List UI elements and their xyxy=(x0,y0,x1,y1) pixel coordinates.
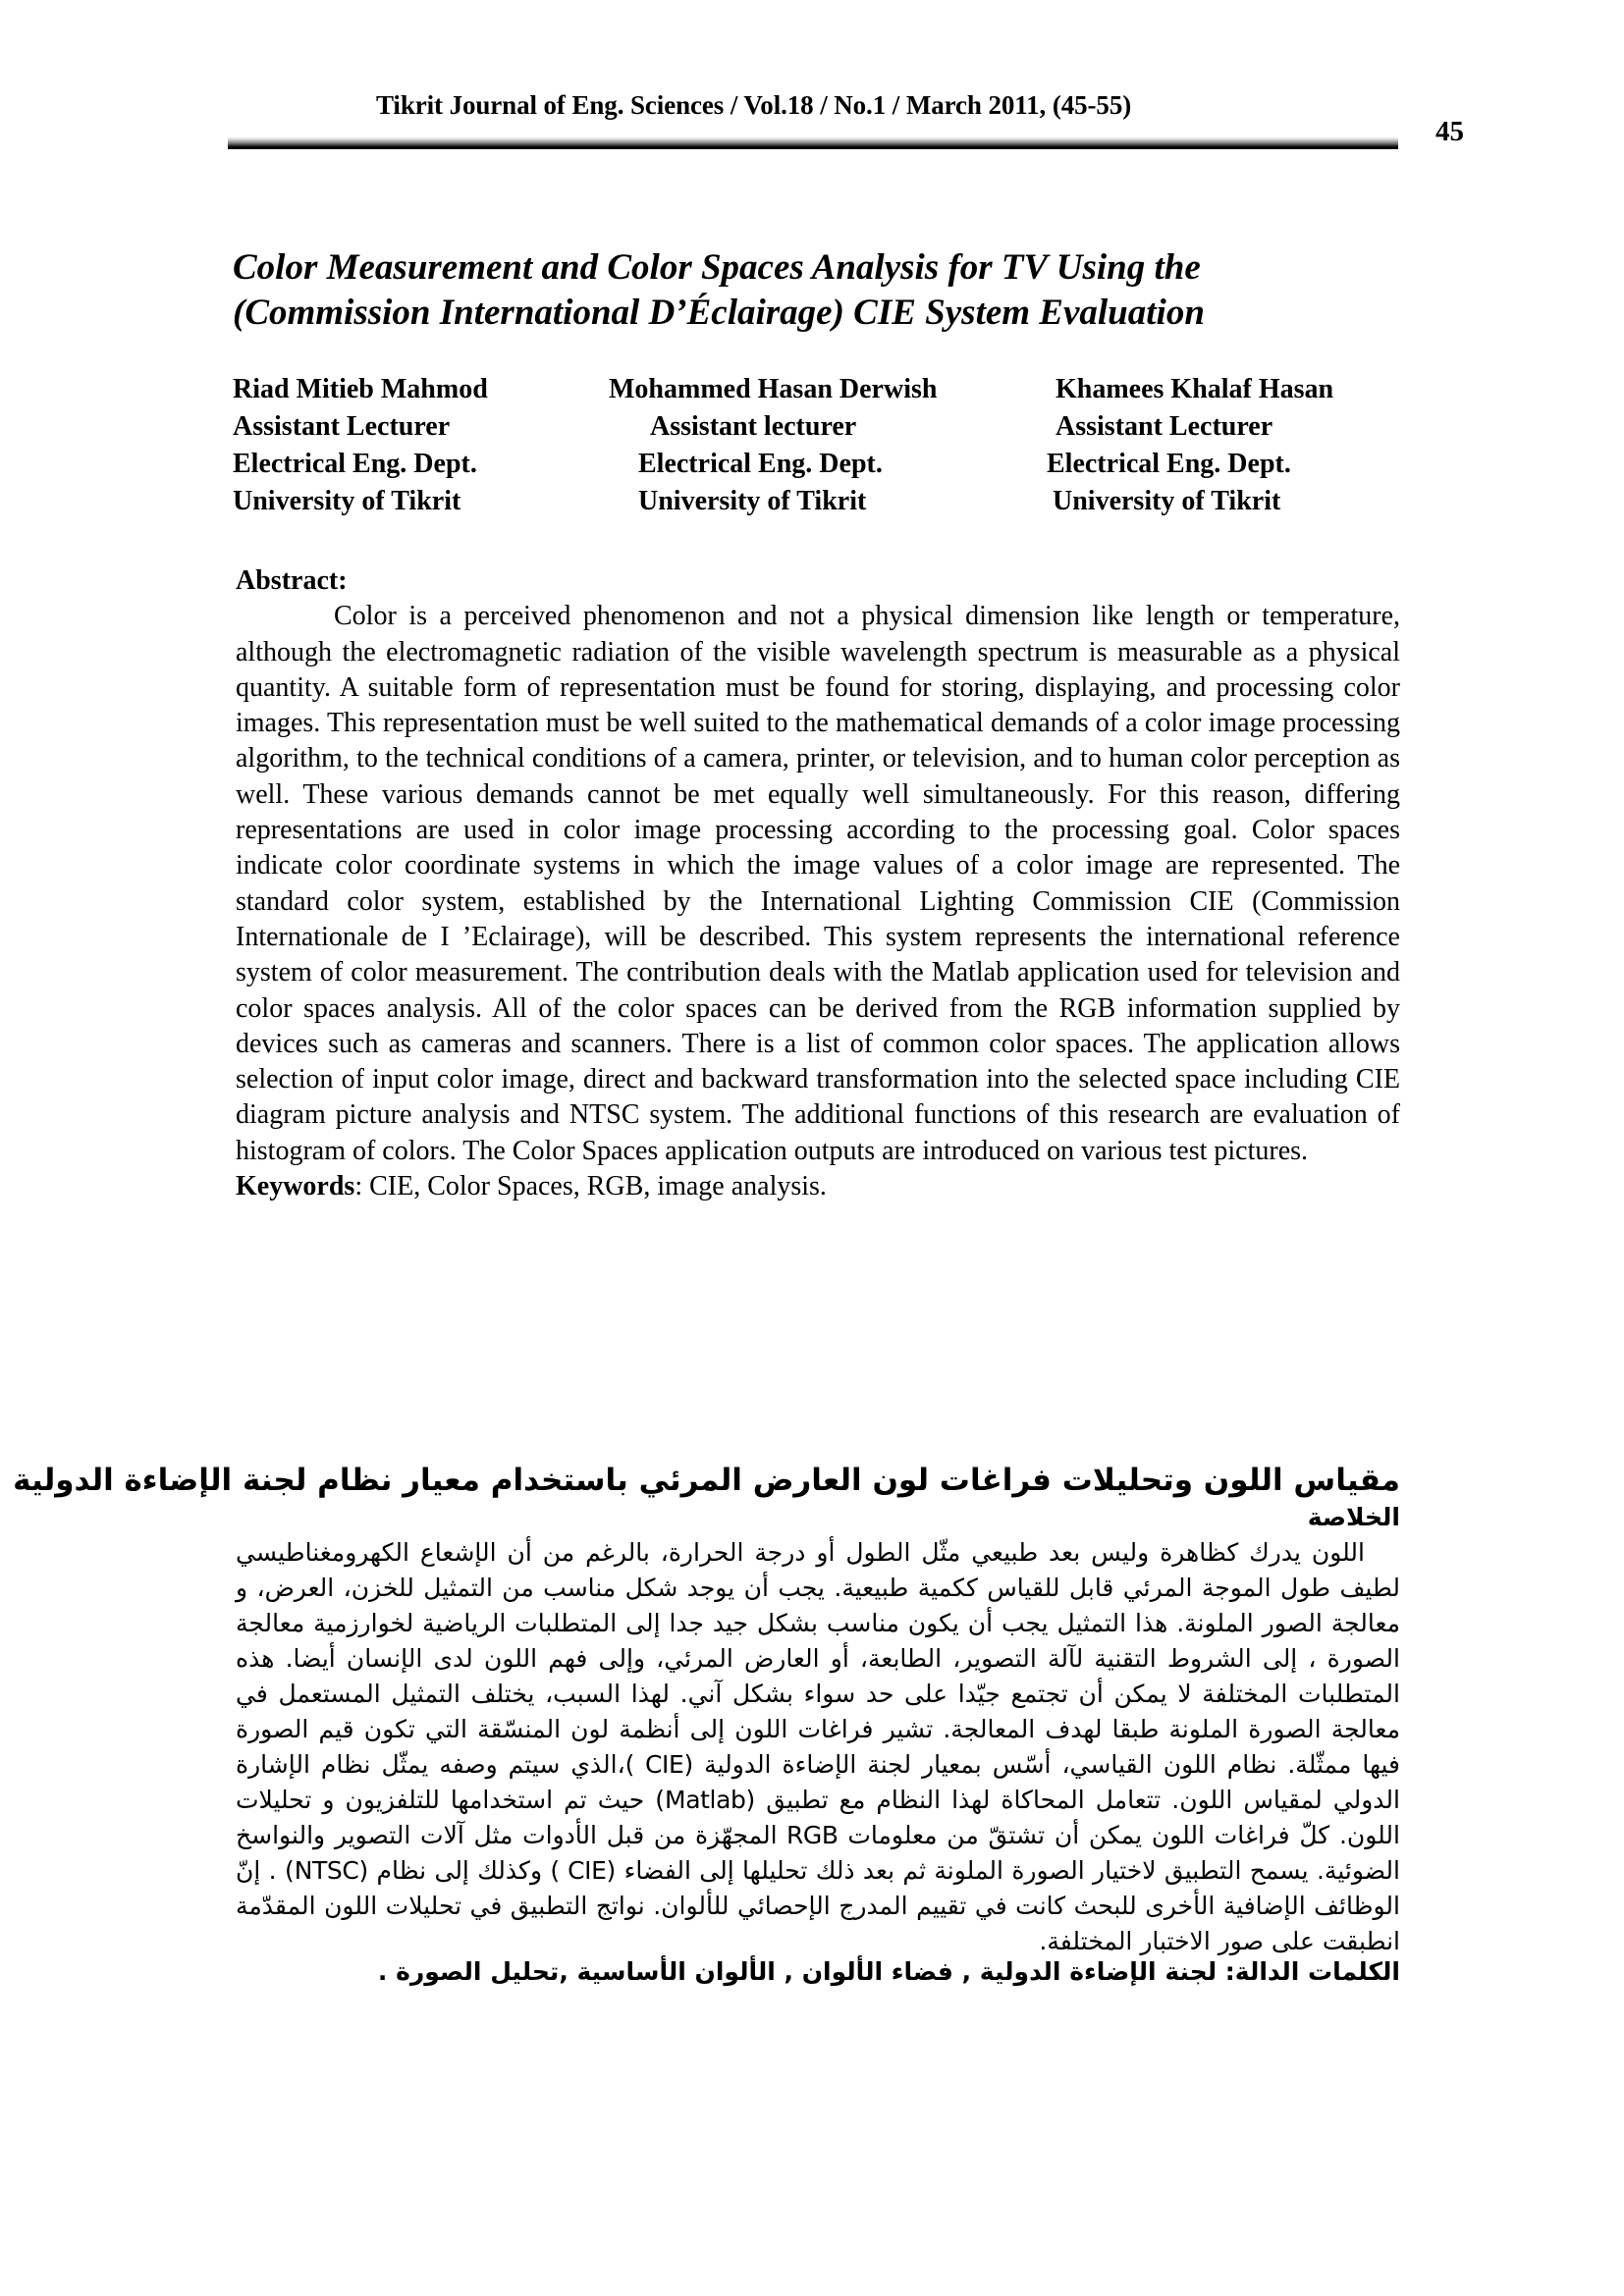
author-2 xyxy=(609,371,937,520)
abstract-heading: Abstract: xyxy=(236,565,348,596)
author-name: Mohammed Hasan Derwish xyxy=(609,374,938,404)
author-name: Khamees Khalaf Hasan xyxy=(1056,374,1334,404)
paper-title-line-1: Color Measurement and Color Spaces Analysis for TV Using the xyxy=(233,247,1201,288)
author-block xyxy=(0,371,1624,528)
author-university: University of Tikrit xyxy=(1053,486,1281,516)
header-rule xyxy=(228,137,1398,149)
arabic-abstract-body: اللون يدرك كظاهرة وليس بعد طبيعي مثّل الطول أو درجة الحرارة، بالرغم من أن الإشعاع الكهرومغناطيسي لطيف طول الموجة المرئي قابل للقياس ككمية طبيعية. يجب أن يوجد شكل مناسب من التمثيل للخزن، العرض، و معالجة الصور الملونة. هذا التمثيل يجب أن يكون مناسب بشكل جيد جدا إلى المتطلبات الرياضية لخوارزمية معالجة الصورة ، إلى الشروط التقنية لآلة التصوير، الطابعة، أو العارض المرئي، وإلى فهم اللون لدى الإنسان أيضا. هذه المتطلبات المختلفة لا يمكن أن تجتمع جيّدا على حد سواء بشكل آني. لهذا السبب، يختلف التمثيل المستعمل في معالجة الصورة الملونة طبقا لهدف المعالجة. تشير فراغات اللون إلى أنظمة لون المنسّقة التي تكون قيم الصورة فيها ممثّلة. نظام اللون القياسي، أسّس بمعيار لجنة الإضاءة الدولية (CIE )،الذي سيتم وصفه يمثّل نظام الإشارة الدولي لمقياس اللون. تتعامل المحاكاة لهذا النظام مع تطبيق (Matlab) حيث تم استخدامها للتلفزيون و تحليلات اللون. كلّ فراغات اللون يمكن أن تشتقّ من معلومات RGB المجهّزة من قبل الأدوات مثل آلات التصوير والنواسخ الضوئية. يسمح التطبيق لاختيار الصورة الملونة ثم بعد ذلك تحليلها إلى الفضاء (CIE ) وكذلك إلى نظام (NTSC) . إنّ الوظائف الإضافية الأخرى للبحث كانت في تقييم المدرج الإحصائي للألوان. نواتج التطبيق في تحليلات اللون المقدّمة انطبقت على صور الاختبار المختلفة. xyxy=(236,1538,1400,1955)
arabic-abstract-heading: الخلاصة xyxy=(1307,1503,1400,1531)
paper-title-line-2: (Commission International D’Éclairage) CIE System Evaluation xyxy=(233,293,1205,333)
arabic-keywords: الكلمات الدالة: لجنة الإضاءة الدولية , فضاء الألوان , الألوان الأساسية ,تحليل الصورة . xyxy=(377,1957,1400,1986)
page-number: 45 xyxy=(1435,116,1464,147)
arabic-title: مقياس اللون وتحليلات فراغات لون العارض المرئي باستخدام معيار نظام لجنة الإضاءة الدولية xyxy=(13,1463,1400,1498)
abstract-section xyxy=(236,563,1400,1204)
paper-title xyxy=(233,245,1411,336)
author-university: University of Tikrit xyxy=(638,486,867,516)
author-department: Electrical Eng. Dept. xyxy=(233,449,477,479)
keywords-label: Keywords xyxy=(236,1171,355,1202)
abstract-body: Color is a perceived phenomenon and not a physical dimension like length or temperature, although the electromagnetic radiation of the visible wavelength spectrum is measurable as a physical quantity. A suitable form of representation must be found for storing, displaying, and processing color images. This representation must be well suited to the mathematical demands of a color image processing algorithm, to the technical conditions of a camera, printer, or television, and to human color perception as well. These various demands cannot be met equally well simultaneously. For this reason, differing representations are used in color image processing according to the processing goal. Color spaces indicate color coordinate systems in which the image values of a color image are represented. The standard color system, established by the International Lighting Commission CIE (Commission Internationale de I ’Eclairage), will be described. This system represents the international reference system of color measurement. The contribution deals with the Matlab application used for television and color spaces analysis. All of the color spaces can be derived from the RGB information supplied by devices such as cameras and scanners. There is a list of common color spaces. The application allows selection of input color image, direct and backward transformation into the selected space including CIE diagram picture analysis and NTSC system. The additional functions of this research are evaluation of histogram of colors. The Color Spaces application outputs are introduced on various test pictures. xyxy=(236,601,1400,1166)
author-position: Assistant Lecturer xyxy=(233,411,451,442)
running-header: Tikrit Journal of Eng. Sciences / Vol.18 / No.1 / March 2011, (45-55) xyxy=(376,90,1132,120)
author-department: Electrical Eng. Dept. xyxy=(638,449,883,479)
author-position: Assistant Lecturer xyxy=(1056,411,1273,442)
keywords xyxy=(236,1169,1400,1204)
author-name: Riad Mitieb Mahmod xyxy=(233,374,488,404)
author-1 xyxy=(233,371,488,520)
author-3 xyxy=(1047,371,1334,520)
author-position: Assistant lecturer xyxy=(650,411,857,442)
author-department: Electrical Eng. Dept. xyxy=(1047,449,1291,479)
keywords-list: : CIE, Color Spaces, RGB, image analysis. xyxy=(354,1171,827,1202)
author-university: University of Tikrit xyxy=(233,486,461,516)
